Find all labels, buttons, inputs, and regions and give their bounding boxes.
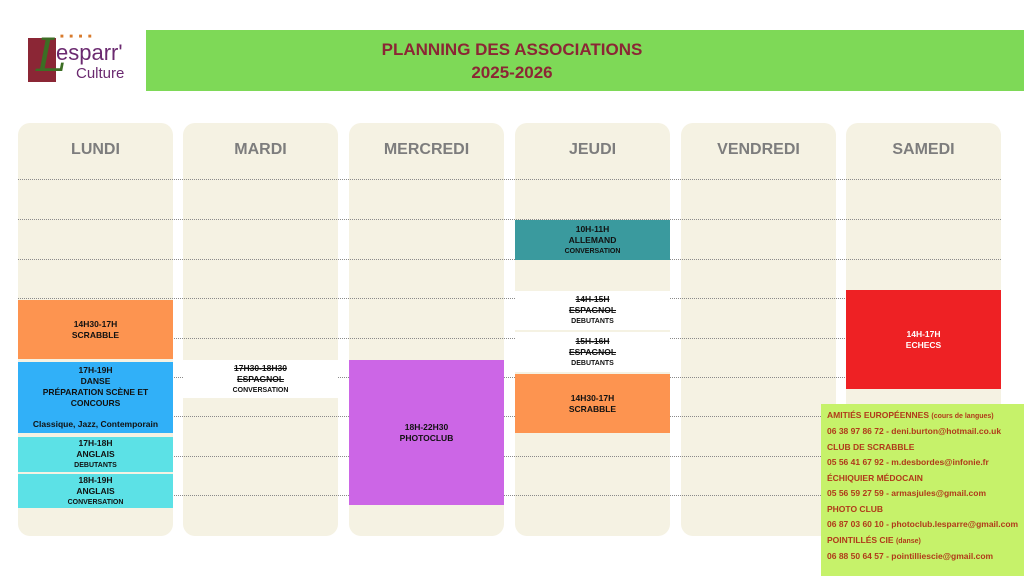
event-name: PHOTOCLUB [399,432,454,443]
event-name: ESPAGNOL [236,373,285,384]
logo-subtitle: Culture [76,65,125,82]
day-label: MARDI [234,141,287,158]
title-line-1: PLANNING DES ASSOCIATIONS [381,40,643,59]
event-time: 14H30-17H [73,318,118,329]
event-time: 14H-17H [906,328,941,339]
event-mardi-espagnol[interactable] [183,360,338,398]
event-time: 17H-18H [78,438,113,448]
day-label: MERCREDI [383,141,470,158]
event-time: 17H30-18H30 [234,362,287,373]
event-lundi-scrabble[interactable] [18,300,173,359]
day-label: SAMEDI [892,141,955,158]
event-lundi-anglais-conversation[interactable] [18,474,173,508]
day-label: JEUDI [568,141,617,158]
event-level: DEBUTANTS [571,318,614,325]
contact-details: 05 56 59 27 59 - armasjules@gmail.com [827,488,987,498]
event-lundi-anglais-debutants[interactable] [18,437,173,472]
contact-name: AMITIÉS EUROPÉENNES (cours de langues) [827,410,994,420]
event-lundi-danse[interactable] [18,362,173,433]
logo [18,30,146,91]
event-level: DEBUTANTS [571,359,614,367]
day-label: LUNDI [71,141,120,158]
day-column-mardi [183,123,338,536]
event-mercredi-photoclub[interactable] [349,360,504,505]
event-jeudi-allemand[interactable] [515,220,670,260]
event-styles: Classique, Jazz, Contemporain [32,419,159,429]
event-time: 14H30-17H [570,392,615,403]
event-time: 15H-16H [575,335,610,346]
event-name: ECHECS [905,339,942,350]
contact-name: POINTILLÉS CIE (danse) [827,535,921,545]
event-name: ANGLAIS [76,485,115,496]
day-label: VENDREDI [717,141,800,158]
event-name: DANSE [80,376,111,386]
grid-line [18,219,1001,220]
grid-line [18,259,1001,260]
event-time: 17H-19H [78,365,113,375]
contact-details: 06 38 97 86 72 - deni.burton@hotmail.co.uk [827,426,1002,436]
contacts-panel [821,404,1024,576]
logo-name: esparr' [56,40,123,65]
logo-dots: ■ ■ ■ ■ [60,34,94,40]
contact-name: PHOTO CLUB [827,504,884,514]
event-detail: PRÉPARATION SCÈNE ET CONCOURS [42,387,149,408]
grid-line [18,179,1001,180]
event-time: 18H-22H30 [404,421,449,432]
day-column-vendredi [681,123,836,536]
event-time: 14H-15H [575,294,610,304]
event-level: CONVERSATION [67,498,124,506]
event-level: CONVERSATION [232,386,289,394]
event-level: CONVERSATION [564,247,621,255]
event-name: ALLEMAND [568,234,617,245]
event-time: 18H-19H [78,474,113,485]
contact-details: 05 56 41 67 92 - m.desbordes@infonie.fr [827,457,989,467]
contact-name: CLUB DE SCRABBLE [827,442,915,452]
contact-details: 06 88 50 64 57 - pointilliescie@gmail.com [827,551,994,561]
event-samedi-echecs[interactable] [846,290,1001,389]
contact-details: 06 87 03 60 10 - photoclub.lesparre@gmail.com [827,519,1019,529]
event-name: ESPAGNOL [568,305,617,315]
event-jeudi-espagnol-2[interactable] [515,332,670,372]
event-level: DEBUTANTS [74,462,117,469]
event-jeudi-scrabble[interactable] [515,374,670,433]
event-name: ESPAGNOL [568,346,617,357]
contact-name: ÉCHIQUIER MÉDOCAIN [827,473,923,483]
event-jeudi-espagnol-1[interactable] [515,291,670,330]
event-time: 10H-11H [575,223,610,234]
logo-letter: L [36,28,67,82]
event-name: SCRABBLE [568,403,617,414]
event-name: SCRABBLE [71,329,120,340]
page-title [262,38,762,84]
title-line-2: 2025-2026 [471,63,553,82]
event-name: ANGLAIS [76,449,115,459]
